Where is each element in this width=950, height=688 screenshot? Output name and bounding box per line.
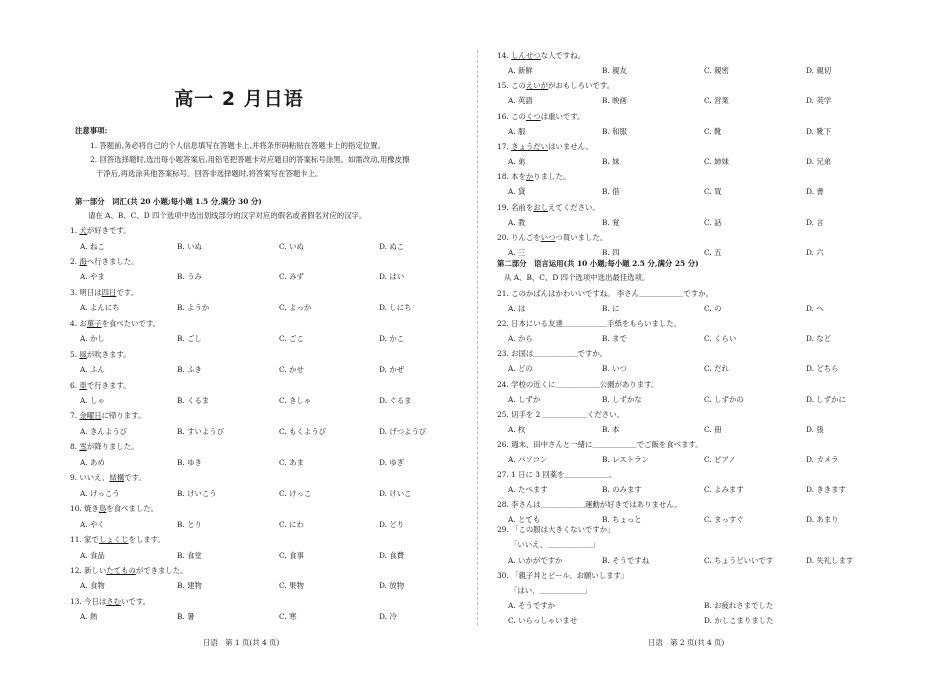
option-a[interactable]: A. きんようび xyxy=(80,426,127,436)
option-c[interactable]: C. あま xyxy=(279,457,304,467)
underlined-word: くつ xyxy=(525,111,541,121)
question-suffix: がおもしろいです。 xyxy=(548,81,615,91)
question-prefix: 13. 今日は xyxy=(70,596,107,606)
option-a[interactable]: A. 服 xyxy=(508,126,526,136)
option-d[interactable]: D. かしこまりました xyxy=(704,616,774,625)
underlined-word: たてもの xyxy=(106,565,136,575)
question-2 xyxy=(70,257,139,266)
option-c[interactable]: C. 営業 xyxy=(704,96,729,106)
underlined-word: 金曜日 xyxy=(79,411,102,421)
option-d[interactable]: D. ぐるま xyxy=(379,396,412,405)
option-b[interactable]: B. いぬ xyxy=(177,241,202,251)
question-prefix: 7. xyxy=(70,411,80,421)
question-22: 22. 日本にいる友達＿＿＿＿＿＿手紙をもらいました。 xyxy=(497,319,682,329)
question-5 xyxy=(70,350,131,359)
option-b[interactable]: B. いつ xyxy=(602,364,627,374)
option-a[interactable]: A. いかがですか xyxy=(508,556,563,565)
option-b[interactable]: B. のみます xyxy=(602,485,642,495)
underlined-word: いつ xyxy=(540,232,556,242)
question-prefix: 11. 家で xyxy=(70,535,99,544)
question-suffix: は重いです。 xyxy=(540,111,585,121)
question-prefix: 19. 名前を xyxy=(497,202,534,212)
option-c[interactable]: C. 姉妹 xyxy=(704,156,729,166)
question-prefix: 17. xyxy=(497,141,512,151)
option-d[interactable]: D. 書 xyxy=(806,187,824,197)
option-c[interactable]: C. きしゃ xyxy=(279,396,312,405)
notice-heading: 注意事项: xyxy=(75,126,108,135)
question-6 xyxy=(70,381,131,390)
question-7 xyxy=(70,411,145,420)
option-b[interactable]: B. 親友 xyxy=(602,66,627,75)
option-b[interactable]: B. 四 xyxy=(602,247,620,257)
question-16 xyxy=(497,112,584,121)
question-27: 27. 1 日に 3 回薬を＿＿＿＿＿＿。 xyxy=(497,470,617,480)
question-26: 26. 週末、田中さんと一緒に＿＿＿＿＿＿でご飯を食べます。 xyxy=(497,440,703,449)
option-b[interactable]: B. 妹 xyxy=(602,156,620,166)
question-suffix: つ買いました。 xyxy=(555,232,608,242)
question-14 xyxy=(497,51,585,60)
underlined-word: しんせつ xyxy=(511,51,541,60)
option-a[interactable]: A. は xyxy=(508,304,526,313)
option-b[interactable]: B. 和服 xyxy=(602,126,627,136)
question-25: 25. 切手を 2 ＿＿＿＿＿＿ください。 xyxy=(497,409,624,419)
underlined-word: えいが xyxy=(525,81,549,91)
question-30: 30. 「親子丼とビール、お願いします」 xyxy=(497,571,629,580)
question-20 xyxy=(497,233,607,242)
question-prefix: 8. xyxy=(70,442,80,452)
option-b[interactable]: B. 食堂 xyxy=(177,550,202,560)
option-b[interactable]: B. 建物 xyxy=(177,581,202,591)
page-title: 高一 2 月日语 xyxy=(174,88,304,110)
underlined-word: 雪 xyxy=(79,442,87,452)
option-d[interactable]: D. 張 xyxy=(806,424,824,434)
option-d[interactable]: D. げつようび xyxy=(379,426,427,436)
question-prefix: 15. この xyxy=(497,81,526,91)
option-c[interactable]: C. ごこ xyxy=(279,334,304,344)
option-c[interactable]: C. まっすぐ xyxy=(704,515,744,525)
question-prefix: 9. いいえ、 xyxy=(70,473,110,483)
question-suffix: えてください。 xyxy=(548,202,600,212)
option-c[interactable]: C. よみます xyxy=(704,485,744,495)
question-17 xyxy=(497,142,593,151)
question-prefix: 2. xyxy=(70,256,80,266)
option-c[interactable]: C. よっか xyxy=(279,303,312,313)
question-suffix: が吹きます。 xyxy=(86,349,131,359)
option-a[interactable]: A. どの xyxy=(508,364,533,374)
option-b[interactable]: B. ごし xyxy=(177,334,202,344)
option-a[interactable]: A. 教 xyxy=(508,217,526,227)
footer-left: 日语 第 1 页(共 4 页) xyxy=(203,638,280,647)
option-b[interactable]: B. レストラン xyxy=(602,455,649,464)
underlined-word: 海 xyxy=(79,256,87,266)
question-21: 21. このかばんはかわいいですね。 李さん＿＿＿＿＿＿ですか。 xyxy=(497,289,714,298)
option-a[interactable]: A. やく xyxy=(80,519,105,529)
question-prefix: 5. xyxy=(70,349,80,359)
option-c[interactable]: C. いらっしゃいませ xyxy=(508,616,578,625)
option-c[interactable]: C. にわ xyxy=(279,519,304,529)
option-b[interactable]: B. ふき xyxy=(177,365,202,375)
question-suffix: で行きます。 xyxy=(86,380,131,390)
question-suffix: な人ですね。 xyxy=(540,51,586,60)
option-d[interactable]: D. 兄弟 xyxy=(806,156,832,166)
question-prefix: 4. お xyxy=(70,318,87,328)
option-c[interactable]: C. 話 xyxy=(704,217,722,227)
question-suffix: が降りました。 xyxy=(86,442,139,452)
question-24: 24. 学校の近くに＿＿＿＿＿＿公園があります。 xyxy=(497,379,659,389)
option-d[interactable]: D. 放物 xyxy=(379,581,405,591)
option-b[interactable]: B. 暑 xyxy=(177,612,195,622)
option-b[interactable]: B. に xyxy=(602,304,620,313)
option-b[interactable]: B. そうですね xyxy=(602,556,650,565)
option-d[interactable]: D. 冷 xyxy=(379,612,397,622)
underlined-word: さむ xyxy=(106,596,122,606)
option-b[interactable]: B. 借 xyxy=(602,187,620,197)
question-15 xyxy=(497,81,614,90)
option-d[interactable]: D. あまり xyxy=(806,515,839,525)
question-suffix: に帰ります。 xyxy=(101,411,146,421)
option-c[interactable]: C. 買 xyxy=(704,187,722,197)
question-suffix: りました。 xyxy=(533,172,571,182)
underlined-word: おし xyxy=(533,202,549,212)
question-prefix: 1. xyxy=(70,226,80,235)
option-a[interactable]: A. パソコン xyxy=(508,455,548,464)
option-b[interactable]: B. お疲れさまでした xyxy=(704,601,774,610)
part1-instruction: 请在 A、B、C、D 四个选项中选出划线部分的汉字对应的假名或者假名对应的汉字。 xyxy=(88,211,367,220)
option-b[interactable]: B. ゆき xyxy=(177,457,202,467)
question-prefix: 16. この xyxy=(497,111,526,121)
option-a[interactable]: A. 食物 xyxy=(80,581,105,591)
part2-heading: 第二部分 语言运用(共 10 小题;每小题 2.5 分,满分 25 分) xyxy=(497,259,699,268)
option-b[interactable]: B. 覚 xyxy=(602,217,620,227)
option-a[interactable]: A. しずか xyxy=(508,394,541,404)
part2-instruction: 从 A、B、C、D 四个选项中选出最佳选项。 xyxy=(504,273,650,282)
question-13 xyxy=(70,597,150,606)
question-suffix: ができました。 xyxy=(135,565,188,575)
part1-heading: 第一部分 词汇(共 20 小题;每小题 1.5 分,满分 30 分) xyxy=(75,197,262,206)
question-3 xyxy=(70,288,138,297)
option-d[interactable]: D. かこ xyxy=(379,334,405,344)
underlined-word: 菓子 xyxy=(86,318,102,328)
question-suffix: をします。 xyxy=(128,535,165,544)
option-d[interactable]: D. へ xyxy=(806,304,824,313)
option-b[interactable]: B. けいこう xyxy=(177,488,217,498)
question-23: 23. お国は＿＿＿＿＿＿ですか。 xyxy=(497,349,608,359)
option-b[interactable]: B. しずかな xyxy=(602,394,642,404)
question-suffix: へ行きました。 xyxy=(86,256,139,266)
question-suffix: はいません。 xyxy=(548,141,593,151)
option-d[interactable]: D. はい xyxy=(379,272,405,282)
option-d[interactable]: D. ぬこ xyxy=(379,241,405,251)
option-a[interactable]: A. ねこ xyxy=(80,241,105,251)
option-b[interactable]: B. とり xyxy=(177,519,202,529)
option-b[interactable]: B. ようか xyxy=(177,303,210,313)
option-c[interactable]: C. もくようび xyxy=(279,426,327,436)
question-18 xyxy=(497,172,570,181)
option-c[interactable]: C. しずかの xyxy=(704,394,744,404)
question-prefix: 10. 焼き xyxy=(70,504,99,514)
question-1 xyxy=(70,226,131,235)
underlined-word: 四日 xyxy=(101,287,117,297)
underlined-word: 車 xyxy=(79,380,87,390)
underlined-word: 結構 xyxy=(109,473,125,483)
question-12 xyxy=(70,566,188,575)
question-prefix: 12. 新しい xyxy=(70,565,107,575)
option-c[interactable]: C. ちょうどいいです xyxy=(704,556,774,565)
question-prefix: 3. 明日は xyxy=(70,287,102,297)
option-c[interactable]: C. 食事 xyxy=(279,550,304,560)
option-a[interactable]: A. けっこう xyxy=(80,488,120,498)
option-d[interactable]: D. 六 xyxy=(806,247,824,257)
option-a[interactable]: A. 英語 xyxy=(508,96,533,106)
question-8 xyxy=(70,442,139,451)
option-d[interactable]: D. どり xyxy=(379,519,405,529)
option-c[interactable]: C. いぬ xyxy=(279,241,304,251)
option-a[interactable]: A. しゃ xyxy=(80,396,105,405)
question-prefix: 20. りんごを xyxy=(497,232,541,242)
option-d[interactable]: D. 親切 xyxy=(806,66,832,75)
underlined-word: 風 xyxy=(79,349,87,359)
option-a[interactable]: A. 食品 xyxy=(80,550,105,560)
underlined-word: しょくじ xyxy=(98,535,129,544)
option-b[interactable]: B. くるま xyxy=(177,396,210,405)
question-suffix: が好きです。 xyxy=(86,226,131,235)
notice-item-2: 2. 回答选择题时,选出每小题答案后,用铅笔把答题卡对应题目的答案标号涂黑。如需改动,用橡皮擦 xyxy=(90,155,410,164)
question-10 xyxy=(70,504,158,513)
question-29: 29. 「この服は大きくないですか」 xyxy=(497,525,615,534)
option-a[interactable]: A. 弟 xyxy=(508,156,526,166)
notice-item-1: 1. 答题前,务必将自己的个人信息填写在答题卡上,并将条形码粘贴在答题卡上的指定位置。 xyxy=(90,141,385,150)
option-d[interactable]: D. かぜ xyxy=(379,365,405,375)
option-d[interactable]: D. ゆぎ xyxy=(379,457,405,467)
option-c[interactable]: C. 五 xyxy=(704,247,722,257)
option-a[interactable]: A. 三 xyxy=(508,247,526,257)
option-d[interactable]: D. カメラ xyxy=(806,455,839,464)
option-c[interactable]: C. けっこ xyxy=(279,488,312,498)
question-9 xyxy=(70,473,146,482)
option-a[interactable]: A. 枚 xyxy=(508,424,526,434)
question-28: 28. 李さんは＿＿＿＿＿＿運動が好きではありません。 xyxy=(497,500,682,510)
question-4 xyxy=(70,319,160,328)
option-d[interactable]: D. けいこ xyxy=(379,488,412,498)
footer-right: 日语 第 2 页(共 4 页) xyxy=(648,638,725,647)
underlined-word: 犬 xyxy=(79,226,87,235)
option-d[interactable]: D. 靴下 xyxy=(806,126,832,136)
option-d[interactable]: D. しにち xyxy=(379,303,412,313)
option-a[interactable]: A. かし xyxy=(80,334,105,344)
question-suffix: いです。 xyxy=(121,596,151,606)
question-11 xyxy=(70,535,165,544)
option-d[interactable]: D. ききます xyxy=(806,485,846,495)
option-a[interactable]: A. ふん xyxy=(80,365,105,375)
option-d[interactable]: D. 言 xyxy=(806,217,824,227)
option-c[interactable]: C. ピアノ xyxy=(704,455,736,464)
option-a[interactable]: A. やま xyxy=(80,272,105,282)
option-a[interactable]: A. あめ xyxy=(80,457,105,467)
option-a[interactable]: A. 貸 xyxy=(508,187,526,197)
option-d[interactable]: D. 食費 xyxy=(379,550,405,560)
option-d[interactable]: D. 英学 xyxy=(806,96,832,106)
option-b[interactable]: B. うみ xyxy=(177,272,202,282)
question-29-reply: 「いいえ、＿＿＿＿＿＿」 xyxy=(510,540,600,549)
option-a[interactable]: A. たべます xyxy=(508,485,548,495)
option-c[interactable]: C. の xyxy=(704,304,722,313)
option-c[interactable]: C. 果物 xyxy=(279,581,304,591)
option-b[interactable]: B. すいようび xyxy=(177,426,225,436)
option-d[interactable]: D. など xyxy=(806,334,832,344)
option-a[interactable]: A. 新鮮 xyxy=(508,66,533,75)
option-c[interactable]: C. くらい xyxy=(704,334,737,344)
option-d[interactable]: D. 失礼します xyxy=(806,556,854,565)
option-c[interactable]: C. かせ xyxy=(279,365,304,375)
option-c[interactable]: C. 冊 xyxy=(704,424,722,434)
question-prefix: 6. xyxy=(70,380,80,390)
option-d[interactable]: D. しずかに xyxy=(806,394,846,404)
option-b[interactable]: B. ちょっと xyxy=(602,515,642,525)
question-suffix: を食べたいです。 xyxy=(101,318,161,328)
question-prefix: 18. 本を xyxy=(497,172,526,182)
option-a[interactable]: A. よんにち xyxy=(80,303,120,313)
option-c[interactable]: C. 寒 xyxy=(279,612,297,622)
option-c[interactable]: C. 靴 xyxy=(704,126,722,136)
underlined-word: きょうだい xyxy=(511,141,549,151)
question-30-reply: 「はい、＿＿＿＿＿＿」 xyxy=(510,586,592,595)
question-suffix: です。 xyxy=(116,287,138,297)
option-b[interactable]: B. 映画 xyxy=(602,96,627,106)
option-a[interactable]: A. から xyxy=(508,334,533,344)
question-suffix: です。 xyxy=(124,473,146,483)
notice-item-3: 干净后,再选涂其他答案标号。回答非选择题时,将答案写在答题卡上。 xyxy=(96,169,323,178)
option-b[interactable]: B. 本 xyxy=(602,424,620,434)
question-prefix: 14. xyxy=(497,51,512,60)
option-d[interactable]: D. どちら xyxy=(806,364,839,374)
underlined-word: 鳥 xyxy=(98,504,107,514)
option-c[interactable]: C. 親密 xyxy=(704,66,729,75)
option-c[interactable]: C. だれ xyxy=(704,364,729,374)
page-right xyxy=(478,0,950,688)
option-a[interactable]: A. 熱 xyxy=(80,612,98,622)
option-b[interactable]: B. まで xyxy=(602,334,627,344)
question-19 xyxy=(497,203,600,212)
option-a[interactable]: A. そうですか xyxy=(508,601,555,610)
option-c[interactable]: C. みず xyxy=(279,272,304,282)
option-a[interactable]: A. とても xyxy=(508,515,541,525)
underlined-word: か xyxy=(525,172,534,182)
question-suffix: を食べました。 xyxy=(106,504,159,514)
